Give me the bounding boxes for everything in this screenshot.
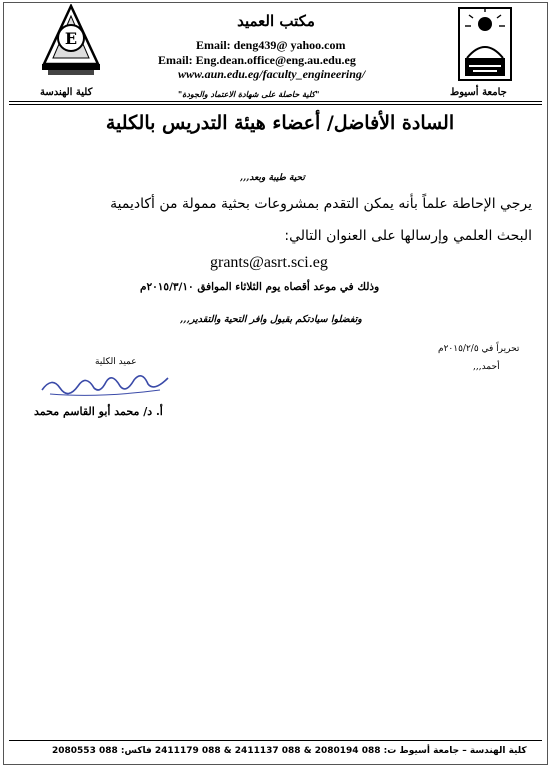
letter-deadline: وذلك في موعد أقصاه يوم الثلاثاء الموافق ٢٠١٥/٣/١٠م [140, 281, 380, 293]
letter-ref: أحمد,,, [473, 362, 500, 372]
dean-email: Email: deng439@ yahoo.com [196, 38, 346, 52]
letter-greeting: تحية طيبة وبعد,,, [240, 173, 305, 183]
accreditation-tagline: "كلية حاصلة على شهادة الاعتماد والجودة" [178, 89, 320, 99]
grants-email: grants@asrt.sci.eg [210, 254, 328, 271]
dean-name: أ. د/ محمد أبو القاسم محمد [34, 405, 163, 418]
letter-closing: وتفضلوا سيادتكم بقبول وافر التحية والتقدير,,, [180, 314, 362, 325]
header-divider-secondary [9, 104, 542, 105]
letter-addressee: السادة الأفاضل/ أعضاء هيئة التدريس بالكلية [105, 112, 455, 134]
office-title: مكتب العميد [237, 12, 315, 30]
letter-body-line1: يرجي الإحاطة علماً بأنه يمكن التقدم بمشروعات بحثية ممولة من أكاديمية [110, 196, 532, 212]
dean-signature [40, 368, 172, 398]
faculty-website: www.aun.edu.eg/faculty_engineering/ [178, 67, 366, 81]
office-email: Email: Eng.dean.office@eng.au.edu.eg [158, 53, 356, 67]
header-divider [9, 101, 542, 102]
university-logo [455, 6, 515, 82]
university-name: جامعة أسيوط [450, 87, 507, 98]
footer-contact: كلية الهندسة – جامعة أسيوط ت: 088 2080194 & 088 2411137 & 088 2411179 فاكس: 088 2080553 [52, 746, 527, 756]
engineering-logo [38, 4, 104, 78]
footer-divider [9, 740, 542, 741]
svg-text:E: E [64, 29, 78, 48]
dean-title: عميد الكلية [95, 357, 137, 367]
college-name: كلية الهندسة [40, 87, 93, 98]
letter-body-line2: البحث العلمي وإرسالها على العنوان التالي: [284, 228, 532, 244]
letter-date: تحريراً في ٢٠١٥/٢/٥م [438, 344, 520, 354]
